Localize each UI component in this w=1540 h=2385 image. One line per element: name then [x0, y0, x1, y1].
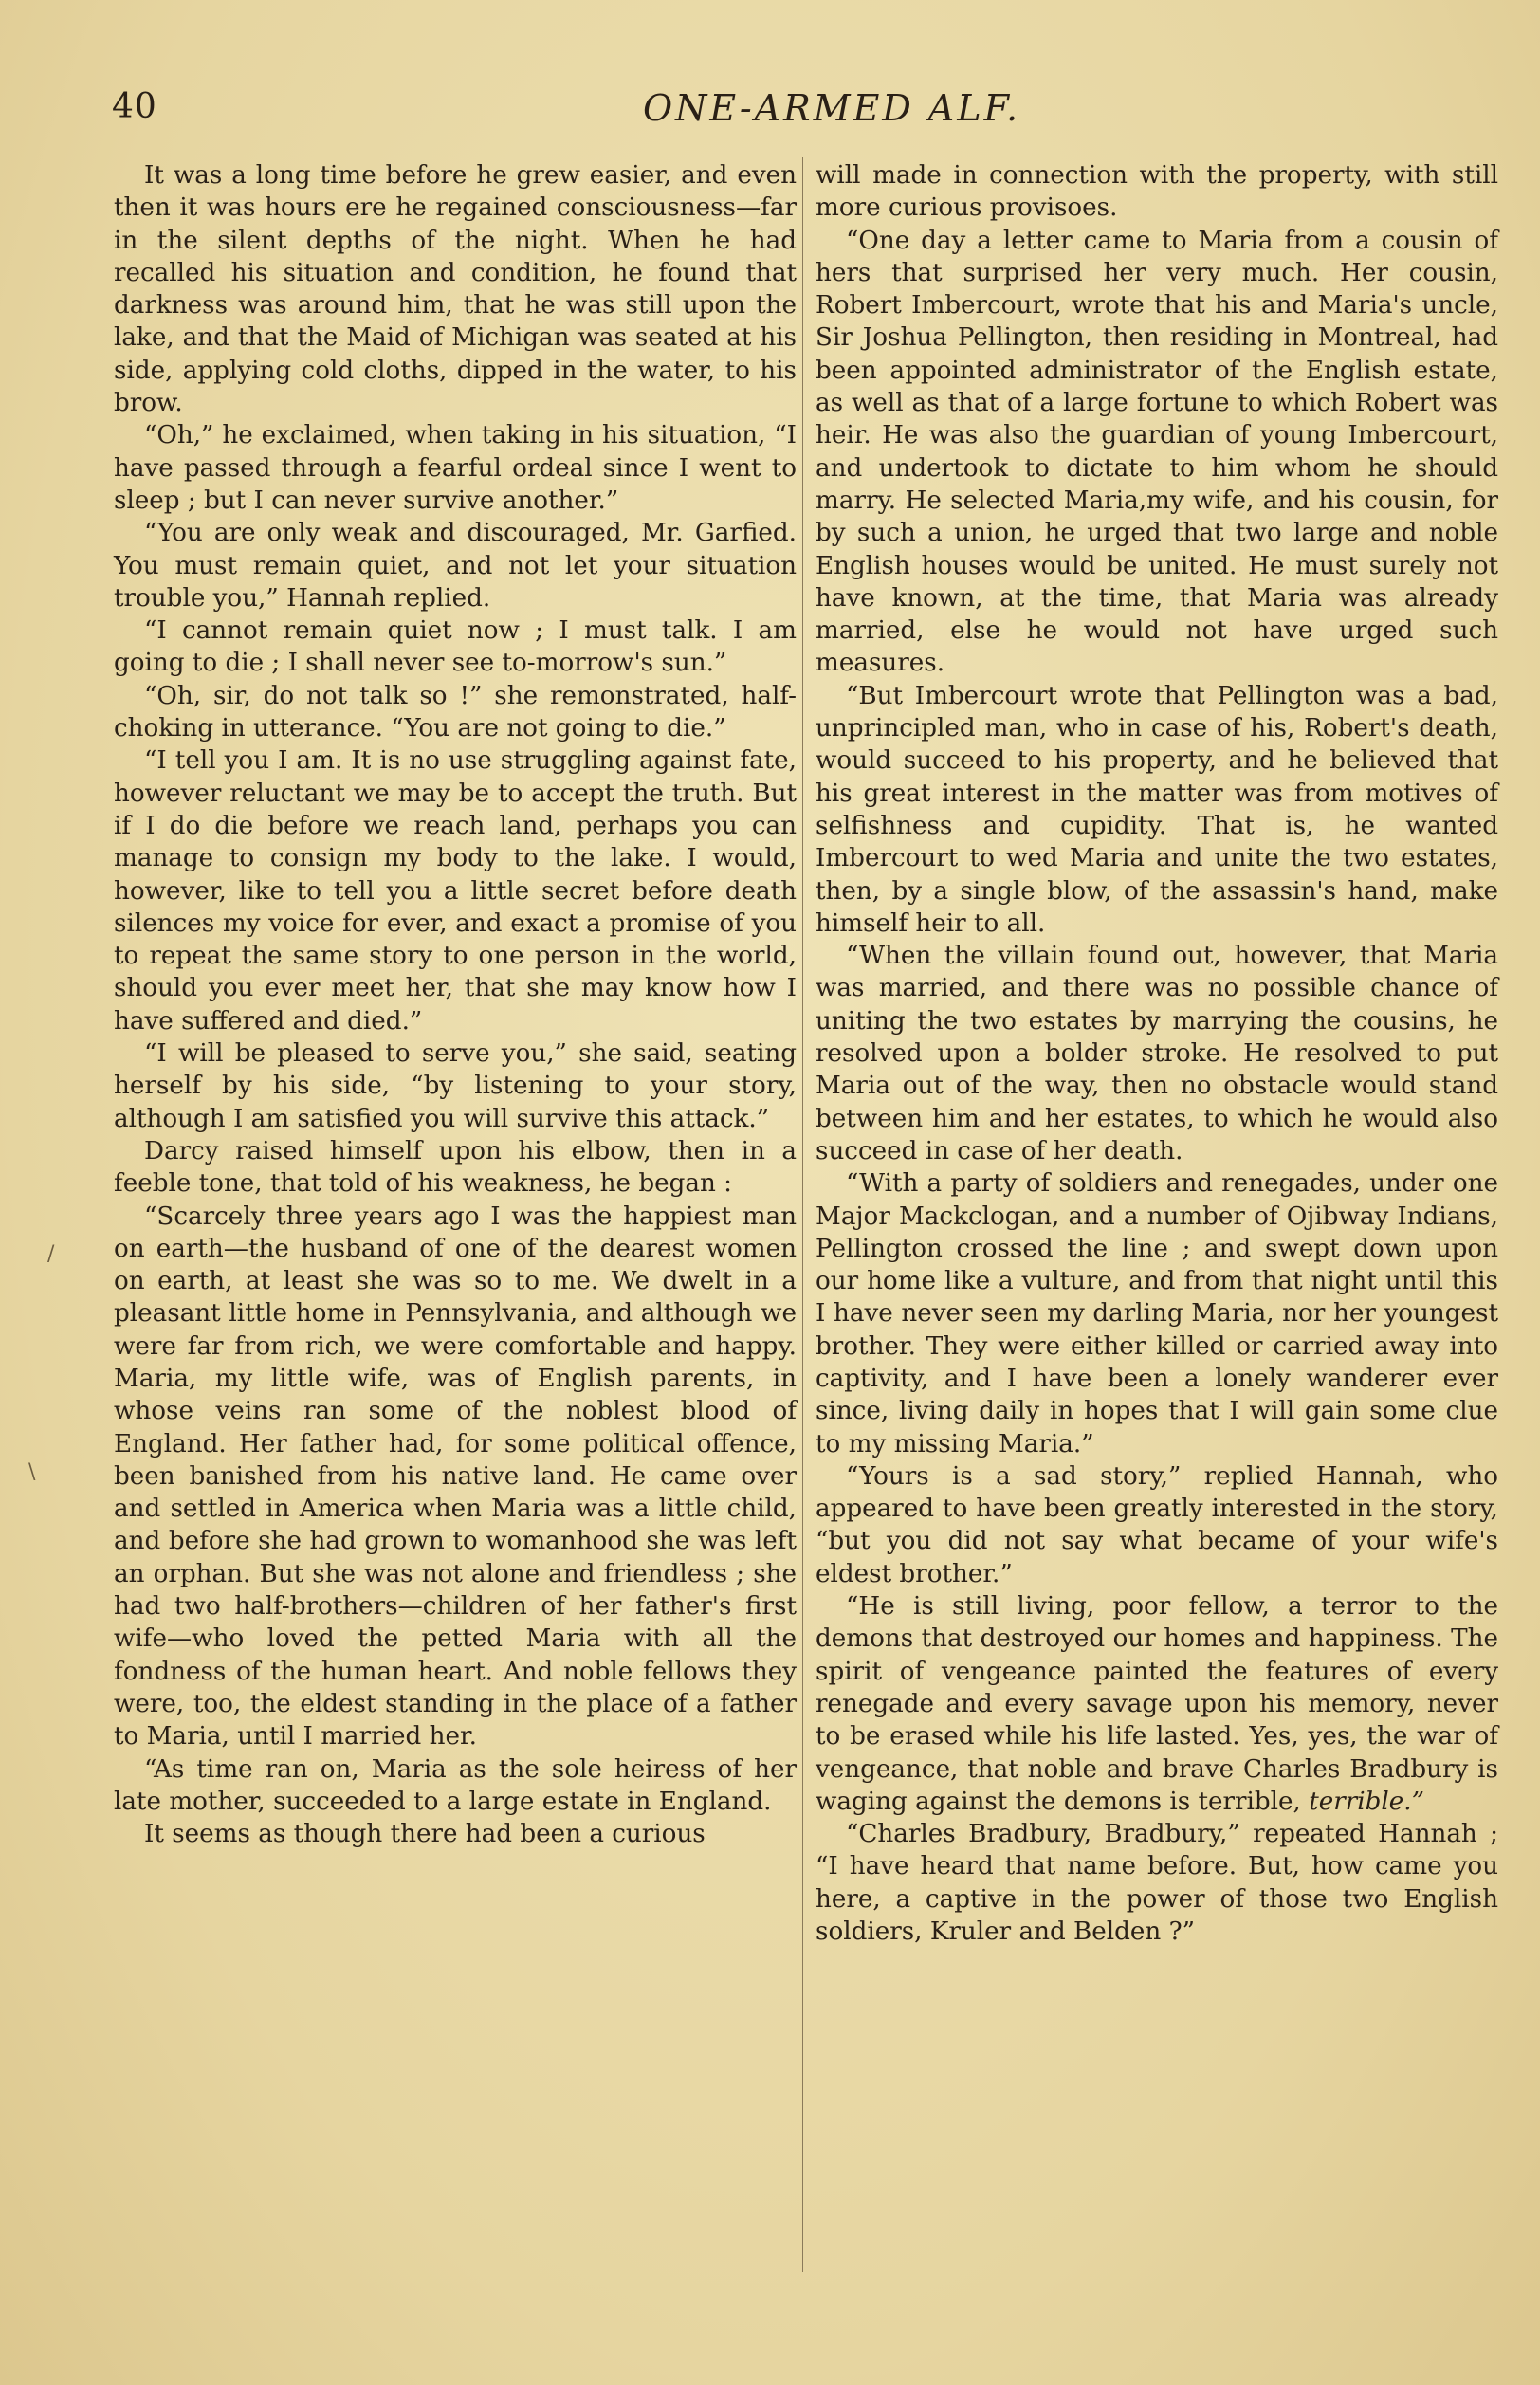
paragraph: “I will be pleased to serve you,” she said, seating herself by his side, “by listening to your story, although I am satisfied you will survive this attack.”	[114, 1039, 797, 1133]
paragraph: “Oh,” he exclaimed, when taking in his situation, “I have passed through a fearful ordeal since I went to sleep ; but I can never survive another.”	[114, 421, 797, 515]
margin-mark: \	[28, 1460, 36, 1484]
paragraph: “I tell you I am. It is no use struggling against fate, however reluctant we may be to accept the truth. But if I do die before we reach land, perhaps you can manage to consign my body to the lake. I would, however, like to tell you a little secret before death silences my voice for ever, and exact a promise of you to repeat the same story to one person in the world, should you ever meet her, that she may know how I have suffered and died.”	[114, 746, 797, 1036]
paragraph: “Charles Bradbury, Bradbury,” repeated Hannah ; “I have heard that name before. But, how came you here, a captive in the power of those two English soldiers, Kruler and Belden ?”	[816, 1820, 1498, 1947]
paragraph: “You are only weak and discouraged, Mr. Garfied. You must remain quiet, and not let your situation trouble you,” Hannah replied.	[114, 519, 797, 613]
paragraph: “Scarcely three years ago I was the happiest man on earth—the husband of one of the dearest women on earth, at least she was so to me. We dwelt in a pleasant little home in Pennsylvania, and although we were far from rich, we were comfortable and happy. Maria, my little wife, was of English parents, in whose veins ran some of the noblest blood of England. Her father had, for some political offence, been banished from his native land. He came over and settled in America when Maria was a little child, and before she had grown to womanhood she was left an orphan. But she was not alone and friendless ; she had two half-brothers—children of her father's first wife—who loved the petted Maria with all the fondness of the human heart. And noble fellows they were, too, the eldest standing in the place of a father to Maria, until I married her.	[114, 1202, 797, 1752]
paragraph-text: “He is still living, poor fellow, a terror to the demons that destroyed our homes and happiness. The spirit of vengeance painted the features of every renegade and every savage upon his memory, never to be erased while his life lasted. Yes, yes, the war of vengeance, that noble and brave Charles Bradbury is waging against the demons is terrible,	[816, 1592, 1498, 1816]
page-header	[112, 87, 1515, 144]
paragraph: “With a party of soldiers and renegades, under one Major Mackclogan, and a number of Ojibway Indians, Pellington crossed the line ; and swept down upon our home like a vulture, and from that night until this I have never seen my darling Maria, nor her youngest brother. They were either killed or carried away into captivity, and I have been a lonely wanderer ever since, living daily in hopes that I will gain some clue to my missing Maria.”	[816, 1169, 1498, 1459]
right-column	[816, 159, 1498, 1948]
paragraph: It was a long time before he grew easier, and even then it was hours ere he regained consciousness—far in the silent depths of the night. When he had recalled his situation and condition, he found that darkness was around him, that he was still upon the lake, and that the Maid of Michigan was seated at his side, applying cold cloths, dipped in the water, to his brow.	[114, 161, 797, 418]
italic-word: terrible.”	[1309, 1787, 1424, 1816]
paragraph: “As time ran on, Maria as the sole heiress of her late mother, succeeded to a large estate in England.	[114, 1754, 797, 1816]
margin-mark: /	[47, 1242, 55, 1266]
paragraph: “One day a letter came to Maria from a cousin of hers that surprised her very much. Her cousin, Robert Imbercourt, wrote that his and Maria's uncle, Sir Joshua Pellington, then residing in Montreal, had been appointed administrator of the English estate, as well as that of a large fortune to which Robert was heir. He was also the guardian of young Imbercourt, and undertook to dictate to him whom he should marry. He selected Maria,my wife, and his cousin, for by such a union, he urged that two large and noble English houses would be united. He must surely not have known, at the time, that Maria was already married, else he would not have urged such measures.	[816, 226, 1498, 678]
paragraph: “But Imbercourt wrote that Pellington was a bad, unprincipled man, who in case of his, Robert's death, would succeed to his property, and he believed that his great interest in the matter was from motives of selfishness and cupidity. That is, he wanted Imbercourt to wed Maria and unite the two estates, then, by a single blow, of the assassin's hand, make himself heir to all.	[816, 681, 1498, 938]
paragraph: “Oh, sir, do not talk so !” she remonstrated, half-choking in utterance. “You are not going to die.”	[114, 681, 797, 743]
paragraph-with-emphasis	[816, 1590, 1498, 1818]
left-column	[114, 159, 797, 1850]
paragraph: will made in connection with the property, with still more curious provisoes.	[816, 161, 1498, 223]
paragraph: “I cannot remain quiet now ; I must talk. I am going to die ; I shall never see to-morrow's sun.”	[114, 616, 797, 678]
page-number: 40	[112, 87, 157, 126]
paragraph: “Yours is a sad story,” replied Hannah, who appeared to have been greatly interested in the story, “but you did not say what became of your wife's eldest brother.”	[816, 1461, 1498, 1588]
paragraph: It seems as though there had been a curious	[144, 1820, 706, 1849]
column-divider	[802, 157, 803, 2272]
running-title: ONE-ARMED ALF.	[643, 87, 1021, 129]
paragraph: Darcy raised himself upon his elbow, then in a feeble tone, that told of his weakness, he began :	[114, 1136, 797, 1199]
paragraph: “When the villain found out, however, that Maria was married, and there was no possible chance of uniting the two estates by marrying the cousins, he resolved upon a bolder stroke. He resolved to put Maria out of the way, then no obstacle would stand between him and her estates, to which he would also succeed in case of her death.	[816, 942, 1498, 1165]
